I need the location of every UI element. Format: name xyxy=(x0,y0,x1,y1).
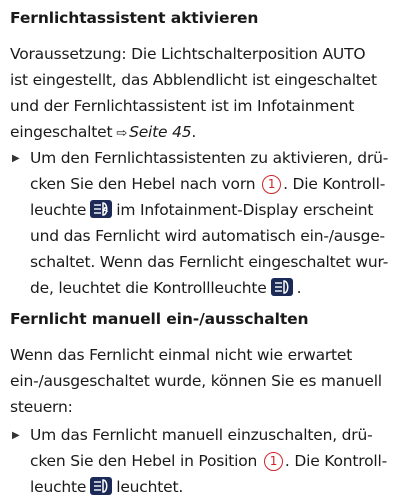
manual-intro-paragraph xyxy=(10,342,410,420)
intro-line: ein-/ausgeschaltet wurde, können Sie es manuell xyxy=(10,372,382,390)
instruction-text: cken Sie den Hebel nach vorn xyxy=(30,175,256,193)
instruction-text: im Infotainment-Display erscheint xyxy=(116,201,374,219)
section-heading-activate: Fernlichtassistent aktivieren xyxy=(10,9,259,27)
prereq-line-text: eingeschaltet xyxy=(10,123,113,141)
instruction-manual xyxy=(30,422,415,500)
auto-high-beam-lamp-icon xyxy=(90,200,112,218)
instruction-text: . Die Kontroll- xyxy=(284,452,387,470)
instruction-text: leuchte xyxy=(30,201,87,219)
svg-text:A: A xyxy=(102,206,108,214)
prereq-line: ist eingestellt, das Abblendlicht ist eingeschaltet xyxy=(10,71,377,89)
prereq-line-last xyxy=(10,119,410,147)
page-reference-link[interactable]: Seite 45 xyxy=(129,123,192,141)
high-beam-lamp-icon xyxy=(90,477,112,495)
bullet-arrow-icon: ▶ xyxy=(12,153,20,164)
prereq-line: Voraussetzung: Die Lichtschalterposition AUTO xyxy=(10,45,366,63)
callout-number-icon: 1 xyxy=(262,175,281,194)
instruction-line: und das Fernlicht wird automatisch ein-/ausge- xyxy=(30,227,385,245)
prereq-line: und der Fernlichtassistent ist im Infotainment xyxy=(10,97,355,115)
instruction-text: cken Sie den Hebel in Position xyxy=(30,452,258,470)
instruction-activate xyxy=(30,145,415,301)
instruction-line: Um das Fernlicht manuell einzuschalten, drü- xyxy=(30,426,373,444)
intro-line: steuern: xyxy=(10,398,73,416)
instruction-line xyxy=(30,197,415,223)
instruction-line: Um den Fernlichtassistenten zu aktivieren, drü- xyxy=(30,149,389,167)
intro-line: Wenn das Fernlicht einmal nicht wie erwartet xyxy=(10,346,353,364)
bullet-arrow-icon: ▶ xyxy=(12,430,20,441)
instruction-line xyxy=(30,448,415,474)
instruction-text: . Die Kontroll- xyxy=(283,175,386,193)
instruction-line: schaltet. Wenn das Fernlicht eingeschaltet wur- xyxy=(30,253,389,271)
reference-arrow-icon: ⇨ xyxy=(116,126,128,141)
instruction-line xyxy=(30,275,415,301)
instruction-text: . xyxy=(296,279,302,297)
callout-number-icon: 1 xyxy=(264,452,283,471)
prerequisite-paragraph xyxy=(10,41,410,147)
instruction-text: de, leuchtet die Kontrollleuchte xyxy=(30,279,267,297)
instruction-text: leuchte xyxy=(30,478,87,496)
instruction-text: leuchtet. xyxy=(116,478,184,496)
instruction-line xyxy=(30,171,415,197)
instruction-line xyxy=(30,474,415,500)
high-beam-lamp-icon xyxy=(271,278,293,296)
section-heading-manual: Fernlicht manuell ein-/ausschalten xyxy=(10,310,309,328)
ref-suffix: . xyxy=(191,123,197,141)
